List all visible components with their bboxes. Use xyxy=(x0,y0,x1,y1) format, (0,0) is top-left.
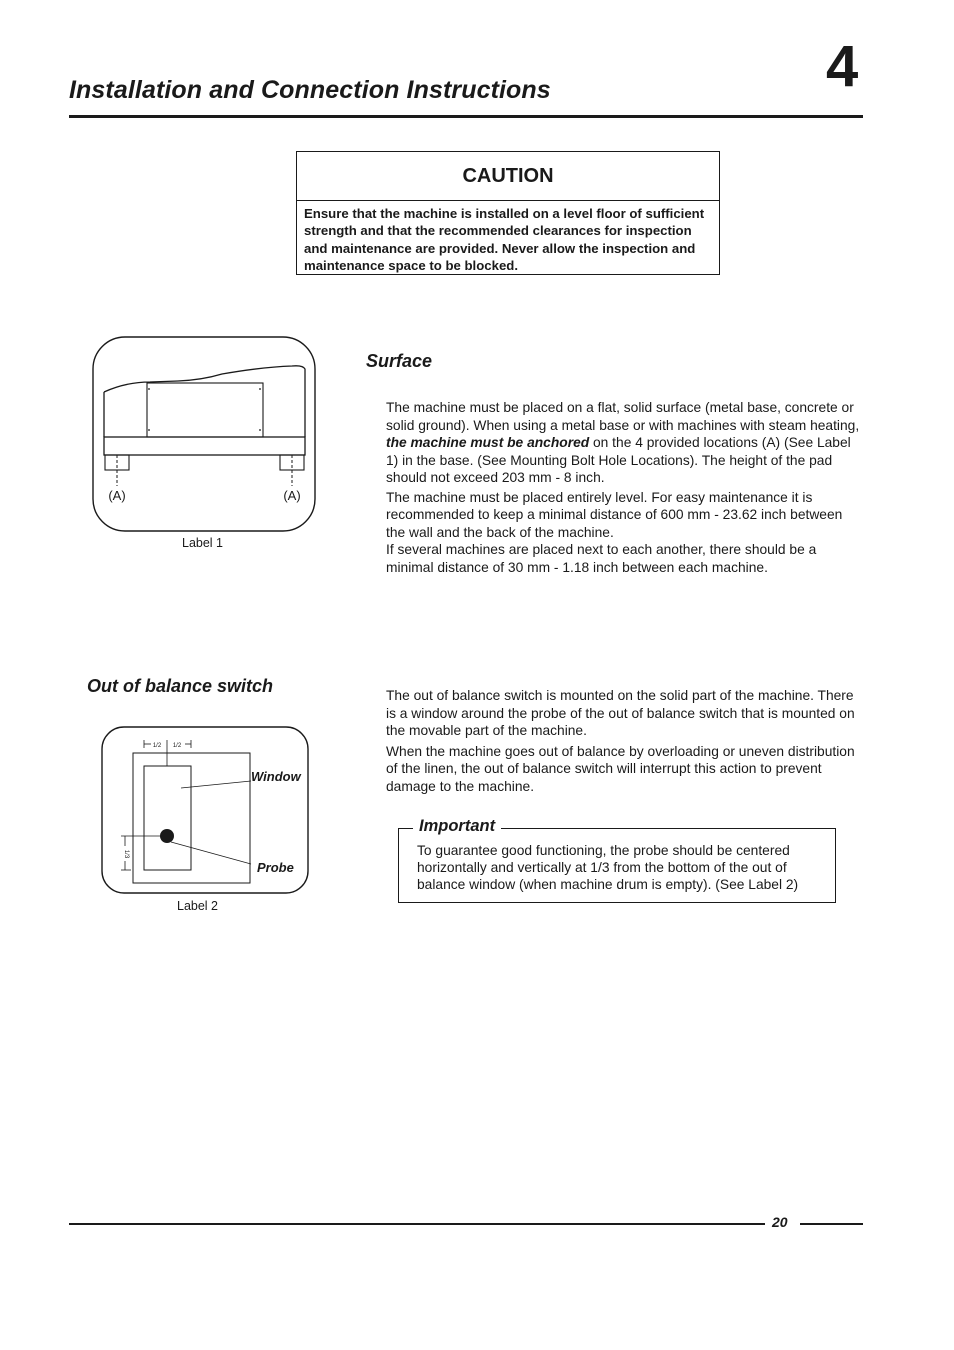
caution-heading: CAUTION xyxy=(297,152,719,201)
anchor-label-right: (A) xyxy=(283,488,301,503)
dimension-half-left: 1/2 xyxy=(152,743,162,749)
dimension-third: 1/3 xyxy=(123,849,129,859)
surface-paragraph-1 xyxy=(386,399,864,487)
machine-base-diagram xyxy=(92,336,318,534)
balance-paragraph-1: The out of balance switch is mounted on the solid part of the machine. There is a window around the probe of the out of balance switch that is mounted on the movable part of the machine. xyxy=(386,688,855,738)
surface-heading: Surface xyxy=(366,351,433,371)
chapter-number: 4 xyxy=(826,34,859,99)
cabinet-outline xyxy=(104,366,305,437)
page-title: Installation and Connection Instructions xyxy=(69,76,551,104)
window-label: Window xyxy=(251,769,301,784)
dimension-half-right: 1/2 xyxy=(172,743,182,749)
important-text: To guarantee good functioning, the probe should be centered horizontally and vertically at 1/3 from the bottom of the out of balance window (when machine drum is empty). (See Label 2) xyxy=(417,843,799,893)
footer-divider-right xyxy=(800,1223,863,1225)
surface-paragraph-1-end: on the 4 provided locations (A) (See Label 1) in the base. (See Mounting Bolt Hole Locations). The height of the pad should not exceed 203 mm - 8 inch. xyxy=(386,435,851,485)
probe-dot xyxy=(160,829,174,843)
figure1-caption: Label 1 xyxy=(182,536,224,550)
caution-text: Ensure that the machine is installed on a level floor of sufficient strength and that the recommended clearances for inspection and maintenance are provided. Never allow the inspection and maintenance space to be blocked. xyxy=(304,206,705,274)
probe-label: Probe xyxy=(257,860,294,875)
header-divider xyxy=(69,115,863,118)
surface-text xyxy=(386,399,864,576)
anchored-emphasis: the machine must be anchored xyxy=(386,435,590,450)
footer-divider-left xyxy=(69,1223,765,1225)
machine-base xyxy=(104,437,305,455)
surface-paragraph-2: The machine must be placed entirely level. For easy maintenance it is recommended to keep a minimal distance of 600 mm - 23.62 inch between the wall and the back of the machine. xyxy=(386,489,843,540)
important-box xyxy=(398,817,836,903)
surface-paragraph-1-start: The machine must be placed on a flat, solid surface (metal base, concrete or solid ground). When using a metal base or with machines with steam heating, xyxy=(386,400,860,433)
door-panel xyxy=(147,383,263,437)
caution-box xyxy=(296,151,720,275)
balance-paragraph-2: When the machine goes out of balance by overloading or uneven distribution of the linen, the out of balance switch will interrupt this action to prevent damage to the machine. xyxy=(386,743,855,794)
surface-paragraph-3: If several machines are placed next to each another, there should be a minimal distance of 30 mm - 1.18 inch between each machine. xyxy=(386,542,817,575)
balance-text xyxy=(386,687,864,795)
balance-heading: Out of balance switch xyxy=(87,676,274,696)
important-label: Important xyxy=(413,817,501,836)
balance-switch-diagram xyxy=(101,726,311,896)
page-number: 20 xyxy=(772,1214,788,1230)
probe-slot xyxy=(144,766,191,870)
figure2-caption: Label 2 xyxy=(177,899,219,913)
anchor-label-left: (A) xyxy=(108,488,126,503)
